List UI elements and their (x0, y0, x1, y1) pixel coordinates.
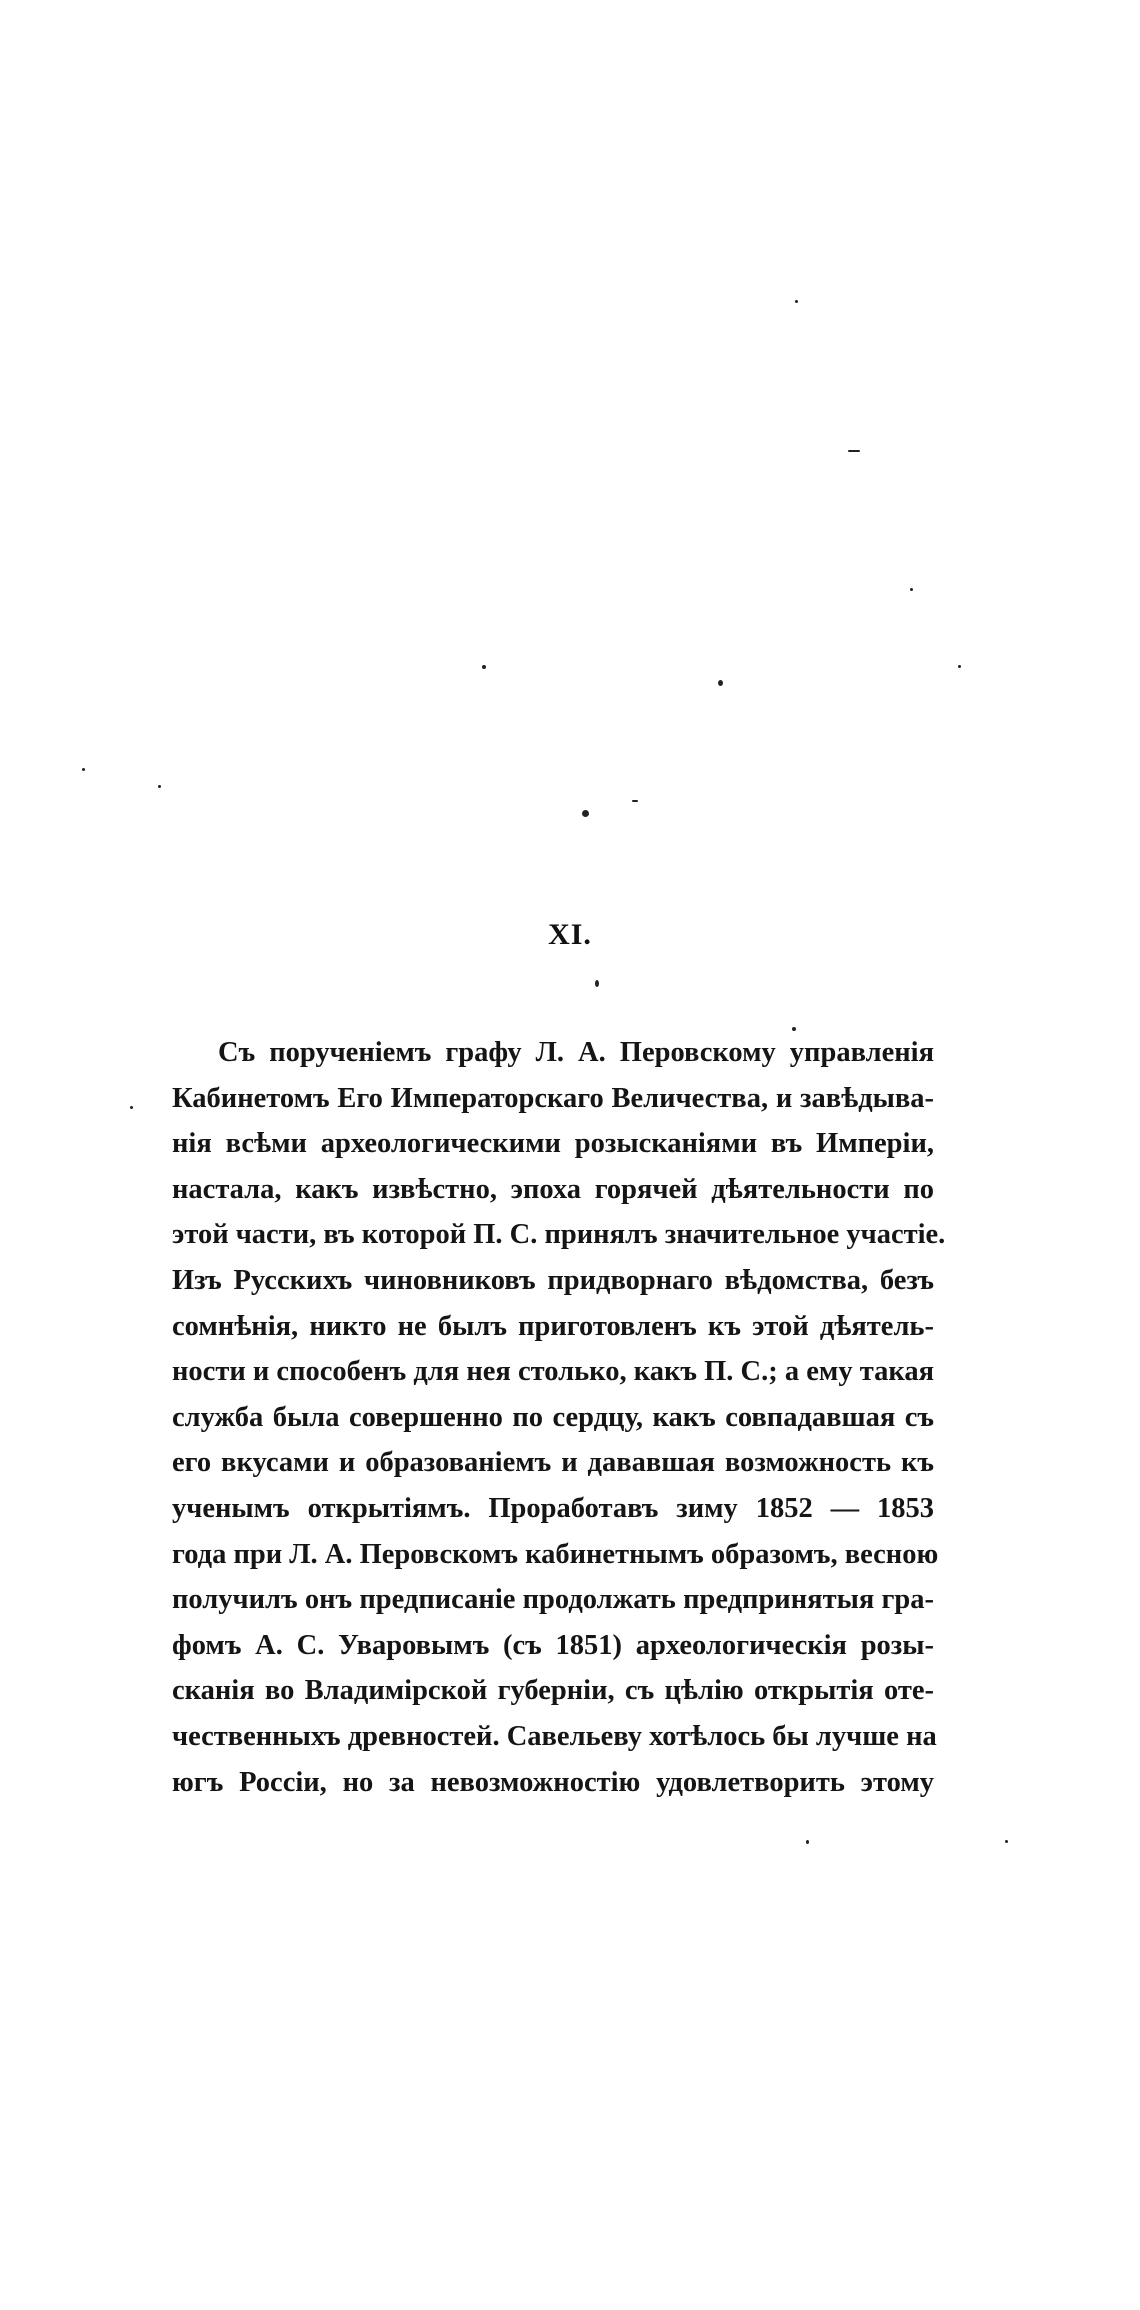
scan-speck (1005, 1840, 1008, 1843)
text-line: югъ Россіи, но за невозможностію удовлетворить этому (172, 1766, 934, 1798)
scan-speck (910, 588, 913, 591)
scan-speck (632, 800, 638, 802)
text-line: служба была совершенно по сердцу, какъ совпадавшая съ (172, 1401, 934, 1433)
text-line: чественныхъ древностей. Савельеву хотѣлось бы лучше на (172, 1720, 937, 1752)
text-line: сканія во Владимірской губерніи, съ цѣлію открытія оте- (172, 1675, 934, 1707)
text-line: фомъ А. С. Уваровымъ (съ 1851) археологическія розы- (172, 1629, 934, 1661)
scan-speck (806, 1840, 809, 1844)
text-line: ученымъ открытіямъ. Проработавъ зиму 1852 — 1853 (172, 1492, 934, 1524)
text-line: Кабинетомъ Его Императорскаго Величества, и завѣдыва- (172, 1082, 934, 1114)
scan-speck (718, 680, 723, 686)
scan-speck (958, 665, 961, 668)
scan-speck (848, 450, 860, 452)
scan-speck (795, 300, 798, 303)
text-line: ности и способенъ для нея столько, какъ П. С.; а ему такая (172, 1356, 934, 1388)
chapter-number: XI. (548, 918, 592, 951)
scan-speck (792, 1027, 796, 1031)
text-line: настала, какъ извѣстно, эпоха горячей дѣятельности по (172, 1173, 934, 1205)
text-line: года при Л. А. Перовскомъ кабинетнымъ образомъ, весною (172, 1538, 939, 1570)
scan-speck (595, 980, 599, 987)
text-line: получилъ онъ предписаніе продолжать предпринятыя гра- (172, 1584, 934, 1616)
scan-speck (158, 785, 161, 788)
scan-speck (82, 768, 85, 771)
scan-speck (130, 1106, 133, 1109)
body-text (172, 1030, 946, 1805)
scan-speck (482, 665, 486, 669)
text-line: этой части, въ которой П. С. принялъ значительное участіе. (172, 1219, 946, 1251)
text-line: сомнѣнія, никто не былъ приготовленъ къ этой дѣятель- (172, 1310, 934, 1342)
text-line: Съ порученіемъ графу Л. А. Перовскому управленія (218, 1037, 934, 1068)
scan-speck (582, 810, 589, 817)
text-line: его вкусами и образованіемъ и дававшая возможность къ (172, 1447, 934, 1479)
text-line: нія всѣми археологическими розысканіями въ Имперіи, (172, 1128, 934, 1160)
text-line: Изъ Русскихъ чиновниковъ придворнаго вѣдомства, безъ (172, 1264, 934, 1296)
